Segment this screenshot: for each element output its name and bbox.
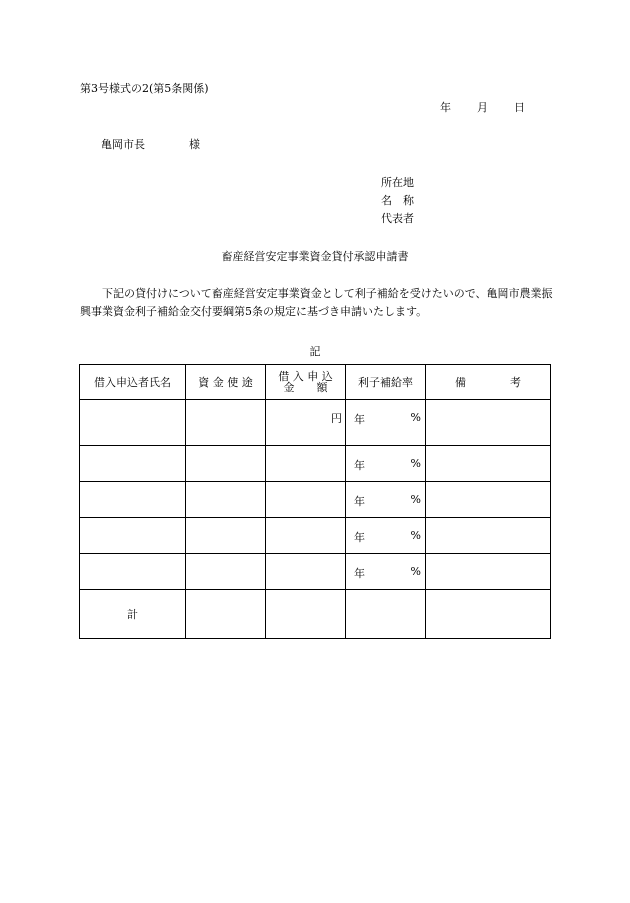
applicant-name-cell[interactable] <box>80 446 186 482</box>
total-row <box>80 590 551 639</box>
addressee-name: 亀岡市長 <box>101 138 145 151</box>
header-applicant-name: 借入申込者氏名 <box>80 365 186 400</box>
yen-unit: 円 <box>331 412 342 425</box>
header-loan-amount-line2: 金 額 <box>283 380 328 394</box>
percent-unit: % <box>410 411 421 424</box>
remarks-cell[interactable] <box>426 518 551 554</box>
form-number: 第3号様式の2(第5条関係) <box>80 82 209 95</box>
addressee-honorific: 様 <box>189 138 200 151</box>
header-remarks: 備 考 <box>426 365 551 400</box>
fund-use-cell[interactable] <box>186 482 266 518</box>
applicant-name-cell[interactable] <box>80 482 186 518</box>
interest-rate-cell[interactable] <box>346 482 426 518</box>
applicant-name-cell[interactable] <box>80 554 186 590</box>
year-unit: 年 <box>354 495 365 508</box>
applicant-name-cell[interactable] <box>80 400 186 446</box>
interest-rate-cell[interactable] <box>346 400 426 446</box>
applicant-name-cell[interactable] <box>80 518 186 554</box>
fund-use-cell[interactable] <box>186 400 266 446</box>
document-title: 畜産経営安定事業資金貸付承認申請書 <box>221 250 409 263</box>
percent-unit: % <box>410 529 421 542</box>
interest-rate-cell[interactable] <box>346 446 426 482</box>
remarks-cell[interactable] <box>426 400 551 446</box>
interest-rate-cell[interactable] <box>346 554 426 590</box>
loan-amount-cell[interactable] <box>266 554 346 590</box>
total-loan-amount-cell[interactable] <box>266 590 346 639</box>
total-interest-rate-cell[interactable] <box>346 590 426 639</box>
loan-amount-cell[interactable] <box>266 518 346 554</box>
header-fund-use: 資 金 使 途 <box>186 365 266 400</box>
percent-unit: % <box>410 457 421 470</box>
date-month: 月 <box>477 101 488 114</box>
ki-label: 記 <box>309 345 321 358</box>
representative-label: 代表者 <box>381 212 414 225</box>
header-loan-amount-line1: 借 入 申 込 <box>278 369 333 383</box>
year-unit: 年 <box>354 531 365 544</box>
name-label: 名 称 <box>381 194 414 207</box>
header-interest-rate: 利子補給率 <box>346 365 426 400</box>
addressee <box>101 138 200 152</box>
total-label: 計 <box>80 590 186 639</box>
address-label: 所在地 <box>381 176 414 189</box>
table-row <box>80 554 551 590</box>
application-table <box>79 364 551 639</box>
table-row <box>80 400 551 446</box>
loan-amount-cell[interactable] <box>266 400 346 446</box>
loan-amount-cell[interactable] <box>266 446 346 482</box>
date-day: 日 <box>514 101 525 114</box>
total-remarks-cell[interactable] <box>426 590 551 639</box>
remarks-cell[interactable] <box>426 482 551 518</box>
year-unit: 年 <box>354 459 365 472</box>
date-year: 年 <box>440 101 451 114</box>
body-text: 下記の貸付けについて畜産経営安定事業資金として利子補給を受けたいので、亀岡市農業振興事業資金利子補給金交付要綱第5条の規定に基づき申請いたします。 <box>80 287 553 318</box>
fund-use-cell[interactable] <box>186 446 266 482</box>
interest-rate-cell[interactable] <box>346 518 426 554</box>
loan-amount-cell[interactable] <box>266 482 346 518</box>
year-unit: 年 <box>354 413 365 426</box>
percent-unit: % <box>410 565 421 578</box>
year-unit: 年 <box>354 567 365 580</box>
fund-use-cell[interactable] <box>186 554 266 590</box>
table-row <box>80 446 551 482</box>
total-fund-use-cell[interactable] <box>186 590 266 639</box>
table-row <box>80 482 551 518</box>
remarks-cell[interactable] <box>426 446 551 482</box>
remarks-cell[interactable] <box>426 554 551 590</box>
table-row <box>80 518 551 554</box>
date-line <box>440 101 525 115</box>
header-loan-amount <box>266 365 346 400</box>
table-header-row <box>80 365 551 400</box>
fund-use-cell[interactable] <box>186 518 266 554</box>
percent-unit: % <box>410 493 421 506</box>
